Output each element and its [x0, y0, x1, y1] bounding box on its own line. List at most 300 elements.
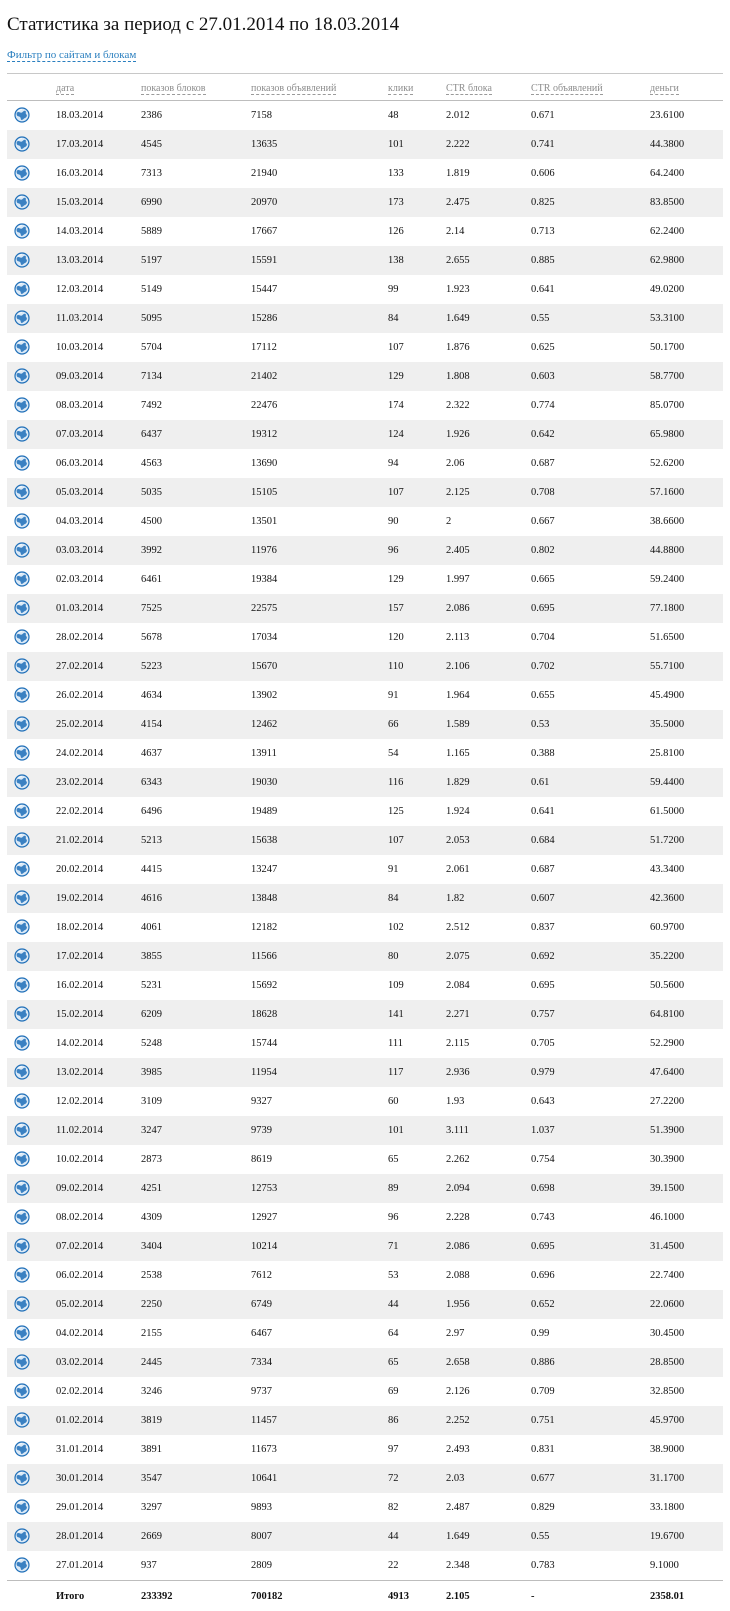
cell-ads: 10641	[251, 1473, 278, 1484]
cell-ads: 19384	[251, 574, 278, 585]
cell-blocks: 5889	[141, 226, 162, 237]
cell-blocks: 4545	[141, 139, 162, 150]
globe-icon[interactable]	[14, 1354, 30, 1370]
cell-ctr-ads: 0.687	[531, 458, 555, 469]
cell-blocks: 2669	[141, 1531, 162, 1542]
globe-icon[interactable]	[14, 803, 30, 819]
cell-clicks: 80	[388, 951, 399, 962]
cell-ads: 7158	[251, 110, 272, 121]
cell-blocks: 5248	[141, 1038, 162, 1049]
cell-money: 35.2200	[650, 951, 685, 962]
cell-ads: 11566	[251, 951, 277, 962]
cell-ctr-block: 1.829	[446, 777, 470, 788]
cell-ads: 17034	[251, 632, 278, 643]
cell-money: 42.3600	[650, 893, 685, 904]
table-row	[7, 275, 723, 304]
cell-date: 12.02.2014	[56, 1096, 104, 1107]
table-row	[7, 768, 723, 797]
cell-ctr-ads: 0.641	[531, 284, 555, 295]
cell-date: 09.03.2014	[56, 371, 104, 382]
cell-money: 44.3800	[650, 139, 685, 150]
cell-ctr-block: 2.348	[446, 1560, 470, 1571]
cell-clicks: 89	[388, 1183, 399, 1194]
cell-ctr-block: 2.936	[446, 1067, 470, 1078]
cell-ctr-ads: 0.641	[531, 806, 555, 817]
cell-blocks: 4634	[141, 690, 162, 701]
cell-ads: 13911	[251, 748, 277, 759]
cell-money: 27.2200	[650, 1096, 685, 1107]
table-row	[7, 739, 723, 768]
globe-icon[interactable]	[14, 1528, 30, 1544]
globe-icon[interactable]	[14, 368, 30, 384]
cell-date: 27.01.2014	[56, 1560, 104, 1571]
cell-ads: 12182	[251, 922, 278, 933]
cell-blocks: 5197	[141, 255, 162, 266]
cell-money: 30.4500	[650, 1328, 685, 1339]
cell-ctr-ads: 0.979	[531, 1067, 555, 1078]
table-row	[7, 884, 723, 913]
column-header-ctr-ads[interactable]: CTR объявлений	[531, 83, 603, 94]
cell-money: 25.8100	[650, 748, 685, 759]
cell-ctr-block: 2.658	[446, 1357, 470, 1368]
filter-link[interactable]: Фильтр по сайтам и блокам	[7, 49, 137, 61]
cell-clicks: 96	[388, 1212, 399, 1223]
cell-ctr-ads: 0.754	[531, 1154, 555, 1165]
cell-date: 18.02.2014	[56, 922, 104, 933]
cell-ads: 18628	[251, 1009, 278, 1020]
globe-icon[interactable]	[14, 1151, 30, 1167]
globe-icon[interactable]	[14, 687, 30, 703]
cell-ctr-block: 2.061	[446, 864, 470, 875]
cell-clicks: 102	[388, 922, 404, 933]
cell-date: 17.03.2014	[56, 139, 104, 150]
cell-ctr-block: 2.113	[446, 632, 470, 643]
globe-icon[interactable]	[14, 426, 30, 442]
cell-blocks: 7492	[141, 400, 162, 411]
cell-money: 9.1000	[650, 1560, 679, 1571]
cell-ctr-block: 1.876	[446, 342, 470, 353]
cell-date: 07.02.2014	[56, 1241, 104, 1252]
cell-ads: 8007	[251, 1531, 272, 1542]
cell-ctr-ads: 0.687	[531, 864, 555, 875]
cell-ctr-block: 2.493	[446, 1444, 470, 1455]
column-header-blocks[interactable]: показов блоков	[141, 83, 206, 94]
table-row	[7, 797, 723, 826]
cell-clicks: 84	[388, 893, 399, 904]
cell-clicks: 91	[388, 864, 399, 875]
globe-icon[interactable]	[14, 1180, 30, 1196]
cell-ads: 13690	[251, 458, 278, 469]
cell-money: 55.7100	[650, 661, 685, 672]
globe-icon[interactable]	[14, 107, 30, 123]
cell-date: 01.03.2014	[56, 603, 104, 614]
cell-ads: 21940	[251, 168, 278, 179]
cell-money: 65.9800	[650, 429, 685, 440]
cell-money: 51.3900	[650, 1125, 685, 1136]
table-row	[7, 159, 723, 188]
cell-date: 25.02.2014	[56, 719, 104, 730]
cell-ctr-ads: 0.702	[531, 661, 555, 672]
table-row	[7, 1464, 723, 1493]
cell-money: 62.2400	[650, 226, 685, 237]
cell-ctr-block: 2	[446, 516, 452, 527]
cell-ads: 12462	[251, 719, 278, 730]
cell-ctr-block: 1.82	[446, 893, 465, 904]
column-header-ads[interactable]: показов объявлений	[251, 83, 337, 94]
cell-ads: 15638	[251, 835, 278, 846]
cell-blocks: 4309	[141, 1212, 162, 1223]
column-header-ctr-block[interactable]: CTR блока	[446, 83, 492, 94]
cell-money: 59.4400	[650, 777, 685, 788]
cell-clicks: 117	[388, 1067, 404, 1078]
cell-ctr-ads: 0.643	[531, 1096, 555, 1107]
table-row	[7, 101, 723, 130]
cell-money: 22.7400	[650, 1270, 685, 1281]
cell-blocks: 4061	[141, 922, 162, 933]
cell-date: 21.02.2014	[56, 835, 104, 846]
totals-ctr-block: 2.105	[446, 1591, 470, 1602]
cell-ads: 15591	[251, 255, 278, 266]
cell-money: 52.2900	[650, 1038, 685, 1049]
cell-blocks: 4563	[141, 458, 162, 469]
cell-blocks: 3891	[141, 1444, 162, 1455]
totals-blocks: 233392	[141, 1591, 173, 1602]
cell-date: 29.01.2014	[56, 1502, 104, 1513]
cell-blocks: 5678	[141, 632, 162, 643]
cell-clicks: 120	[388, 632, 404, 643]
globe-icon[interactable]	[14, 1441, 30, 1457]
cell-clicks: 174	[388, 400, 404, 411]
cell-clicks: 53	[388, 1270, 399, 1281]
cell-ctr-ads: 0.677	[531, 1473, 555, 1484]
globe-icon[interactable]	[14, 1209, 30, 1225]
cell-blocks: 5095	[141, 313, 162, 324]
cell-money: 85.0700	[650, 400, 685, 411]
cell-money: 47.6400	[650, 1067, 685, 1078]
cell-money: 22.0600	[650, 1299, 685, 1310]
cell-ctr-block: 2.126	[446, 1386, 470, 1397]
cell-clicks: 44	[388, 1299, 399, 1310]
cell-blocks: 5704	[141, 342, 162, 353]
table-row	[7, 362, 723, 391]
cell-ctr-ads: 0.704	[531, 632, 555, 643]
globe-icon[interactable]	[14, 455, 30, 471]
cell-money: 46.1000	[650, 1212, 685, 1223]
totals-label: Итого	[56, 1591, 85, 1602]
globe-icon[interactable]	[14, 861, 30, 877]
table-body	[7, 101, 723, 1580]
cell-clicks: 64	[388, 1328, 399, 1339]
globe-icon[interactable]	[14, 194, 30, 210]
table-row	[7, 942, 723, 971]
cell-ctr-ads: 0.695	[531, 1241, 555, 1252]
table-row	[7, 536, 723, 565]
cell-blocks: 3109	[141, 1096, 162, 1107]
cell-clicks: 69	[388, 1386, 399, 1397]
cell-ctr-ads: 0.667	[531, 516, 555, 527]
cell-ctr-block: 2.655	[446, 255, 470, 266]
table-row	[7, 304, 723, 333]
cell-ctr-ads: 0.709	[531, 1386, 555, 1397]
cell-date: 05.02.2014	[56, 1299, 104, 1310]
globe-icon[interactable]	[14, 1557, 30, 1573]
cell-ads: 19489	[251, 806, 278, 817]
cell-ads: 7612	[251, 1270, 272, 1281]
cell-date: 03.03.2014	[56, 545, 104, 556]
cell-ctr-ads: 0.652	[531, 1299, 555, 1310]
table-row	[7, 217, 723, 246]
cell-money: 32.8500	[650, 1386, 685, 1397]
globe-icon[interactable]	[14, 542, 30, 558]
cell-ctr-ads: 0.698	[531, 1183, 555, 1194]
cell-blocks: 2250	[141, 1299, 162, 1310]
table-row	[7, 1087, 723, 1116]
globe-icon[interactable]	[14, 1064, 30, 1080]
cell-ctr-block: 2.271	[446, 1009, 470, 1020]
cell-clicks: 138	[388, 255, 404, 266]
globe-icon[interactable]	[14, 948, 30, 964]
table-row	[7, 1377, 723, 1406]
cell-ctr-ads: 0.642	[531, 429, 555, 440]
cell-money: 39.1500	[650, 1183, 685, 1194]
cell-date: 11.03.2014	[56, 313, 103, 324]
cell-ctr-block: 2.086	[446, 1241, 470, 1252]
globe-icon[interactable]	[14, 890, 30, 906]
cell-ctr-block: 2.97	[446, 1328, 465, 1339]
cell-date: 16.02.2014	[56, 980, 104, 991]
cell-clicks: 90	[388, 516, 399, 527]
globe-icon[interactable]	[14, 1499, 30, 1515]
globe-icon[interactable]	[14, 339, 30, 355]
cell-ctr-ads: 0.684	[531, 835, 555, 846]
cell-ctr-ads: 0.388	[531, 748, 555, 759]
cell-blocks: 5231	[141, 980, 162, 991]
cell-blocks: 2386	[141, 110, 162, 121]
cell-ctr-block: 1.997	[446, 574, 470, 585]
cell-ctr-ads: 0.603	[531, 371, 555, 382]
cell-blocks: 4616	[141, 893, 162, 904]
globe-icon[interactable]	[14, 1093, 30, 1109]
cell-blocks: 6990	[141, 197, 162, 208]
table-row	[7, 1203, 723, 1232]
cell-ads: 15105	[251, 487, 278, 498]
globe-icon[interactable]	[14, 1296, 30, 1312]
globe-icon[interactable]	[14, 1238, 30, 1254]
globe-icon[interactable]	[14, 600, 30, 616]
cell-date: 13.03.2014	[56, 255, 104, 266]
globe-icon[interactable]	[14, 484, 30, 500]
cell-money: 49.0200	[650, 284, 685, 295]
cell-ads: 22476	[251, 400, 278, 411]
cell-date: 28.01.2014	[56, 1531, 104, 1542]
cell-blocks: 6496	[141, 806, 162, 817]
table-row	[7, 333, 723, 362]
cell-money: 51.7200	[650, 835, 685, 846]
globe-icon[interactable]	[14, 977, 30, 993]
cell-ctr-block: 2.094	[446, 1183, 470, 1194]
cell-blocks: 5149	[141, 284, 162, 295]
cell-ads: 9737	[251, 1386, 272, 1397]
column-header-money[interactable]: деньги	[650, 83, 679, 94]
cell-ctr-ads: 0.885	[531, 255, 555, 266]
cell-ads: 9739	[251, 1125, 272, 1136]
cell-money: 50.5600	[650, 980, 685, 991]
table-row	[7, 652, 723, 681]
cell-ads: 12753	[251, 1183, 278, 1194]
cell-date: 20.02.2014	[56, 864, 104, 875]
cell-money: 43.3400	[650, 864, 685, 875]
cell-ctr-block: 2.115	[446, 1038, 470, 1049]
globe-icon[interactable]	[14, 1267, 30, 1283]
cell-money: 35.5000	[650, 719, 685, 730]
cell-clicks: 111	[388, 1038, 403, 1049]
globe-icon[interactable]	[14, 629, 30, 645]
cell-ctr-block: 2.106	[446, 661, 470, 672]
globe-icon[interactable]	[14, 513, 30, 529]
globe-icon[interactable]	[14, 1412, 30, 1428]
cell-ctr-block: 1.924	[446, 806, 470, 817]
totals-money: 2358.01	[650, 1591, 685, 1602]
table-row	[7, 1174, 723, 1203]
table-row	[7, 594, 723, 623]
table-row	[7, 565, 723, 594]
cell-date: 10.03.2014	[56, 342, 104, 353]
globe-icon[interactable]	[14, 165, 30, 181]
cell-ads: 2809	[251, 1560, 272, 1571]
cell-clicks: 48	[388, 110, 399, 121]
cell-blocks: 3246	[141, 1386, 162, 1397]
cell-clicks: 157	[388, 603, 404, 614]
cell-blocks: 937	[141, 1560, 157, 1571]
cell-money: 38.9000	[650, 1444, 685, 1455]
cell-ads: 7334	[251, 1357, 272, 1368]
cell-clicks: 86	[388, 1415, 399, 1426]
cell-ctr-ads: 0.695	[531, 603, 555, 614]
cell-ctr-block: 2.086	[446, 603, 470, 614]
cell-clicks: 124	[388, 429, 404, 440]
cell-ads: 13247	[251, 864, 278, 875]
cell-money: 50.1700	[650, 342, 685, 353]
cell-blocks: 5213	[141, 835, 162, 846]
table-row	[7, 855, 723, 884]
cell-blocks: 3247	[141, 1125, 162, 1136]
table-row	[7, 1493, 723, 1522]
globe-icon[interactable]	[14, 1383, 30, 1399]
cell-ctr-ads: 0.625	[531, 342, 555, 353]
cell-ads: 21402	[251, 371, 278, 382]
cell-blocks: 2445	[141, 1357, 162, 1368]
page-title: Статистика за период с 27.01.2014 по 18.03.2014	[7, 14, 400, 35]
cell-money: 19.6700	[650, 1531, 685, 1542]
cell-ads: 9327	[251, 1096, 272, 1107]
cell-clicks: 107	[388, 835, 404, 846]
cell-blocks: 6343	[141, 777, 162, 788]
column-header-date[interactable]: дата	[56, 83, 75, 94]
cell-ads: 15692	[251, 980, 278, 991]
globe-icon[interactable]	[14, 1006, 30, 1022]
cell-clicks: 44	[388, 1531, 399, 1542]
cell-ctr-block: 1.964	[446, 690, 470, 701]
cell-clicks: 116	[388, 777, 404, 788]
cell-blocks: 4251	[141, 1183, 162, 1194]
cell-money: 58.7700	[650, 371, 685, 382]
cell-blocks: 4500	[141, 516, 162, 527]
cell-blocks: 7525	[141, 603, 162, 614]
table-row	[7, 1290, 723, 1319]
globe-icon[interactable]	[14, 397, 30, 413]
table-row	[7, 913, 723, 942]
cell-clicks: 71	[388, 1241, 399, 1252]
globe-icon[interactable]	[14, 774, 30, 790]
cell-date: 30.01.2014	[56, 1473, 104, 1484]
globe-icon[interactable]	[14, 281, 30, 297]
globe-icon[interactable]	[14, 919, 30, 935]
cell-money: 23.6100	[650, 110, 685, 121]
table-row	[7, 1029, 723, 1058]
stats-table	[7, 73, 723, 1611]
cell-ctr-block: 2.405	[446, 545, 470, 556]
table-row	[7, 681, 723, 710]
cell-ctr-block: 2.262	[446, 1154, 470, 1165]
globe-icon[interactable]	[14, 310, 30, 326]
cell-ctr-ads: 0.708	[531, 487, 555, 498]
globe-icon[interactable]	[14, 832, 30, 848]
globe-icon[interactable]	[14, 1122, 30, 1138]
globe-icon[interactable]	[14, 658, 30, 674]
table-row	[7, 391, 723, 420]
cell-ctr-block: 2.053	[446, 835, 470, 846]
globe-icon[interactable]	[14, 1325, 30, 1341]
cell-blocks: 3992	[141, 545, 162, 556]
cell-date: 16.03.2014	[56, 168, 104, 179]
cell-ctr-ads: 0.713	[531, 226, 555, 237]
cell-blocks: 3404	[141, 1241, 162, 1252]
cell-money: 30.3900	[650, 1154, 685, 1165]
globe-icon[interactable]	[14, 136, 30, 152]
cell-date: 08.02.2014	[56, 1212, 104, 1223]
column-header-clicks[interactable]: клики	[388, 83, 414, 94]
cell-blocks: 3819	[141, 1415, 162, 1426]
globe-icon[interactable]	[14, 571, 30, 587]
cell-blocks: 7313	[141, 168, 162, 179]
cell-date: 18.03.2014	[56, 110, 104, 121]
cell-blocks: 3547	[141, 1473, 162, 1484]
globe-icon[interactable]	[14, 1470, 30, 1486]
globe-icon[interactable]	[14, 716, 30, 732]
globe-icon[interactable]	[14, 252, 30, 268]
cell-ctr-ads: 0.655	[531, 690, 555, 701]
cell-ads: 8619	[251, 1154, 272, 1165]
cell-ctr-ads: 0.774	[531, 400, 555, 411]
cell-date: 15.02.2014	[56, 1009, 104, 1020]
cell-ctr-block: 1.923	[446, 284, 470, 295]
cell-clicks: 66	[388, 719, 399, 730]
cell-money: 33.1800	[650, 1502, 685, 1513]
cell-ads: 11976	[251, 545, 277, 556]
globe-icon[interactable]	[14, 1035, 30, 1051]
table-row	[7, 1348, 723, 1377]
globe-icon[interactable]	[14, 745, 30, 761]
globe-icon[interactable]	[14, 223, 30, 239]
cell-ctr-block: 3.111	[446, 1125, 469, 1136]
cell-ctr-block: 2.487	[446, 1502, 470, 1513]
cell-ads: 15744	[251, 1038, 278, 1049]
cell-date: 01.02.2014	[56, 1415, 104, 1426]
cell-clicks: 109	[388, 980, 404, 991]
cell-clicks: 54	[388, 748, 399, 759]
cell-ctr-ads: 0.692	[531, 951, 555, 962]
cell-ads: 10214	[251, 1241, 278, 1252]
